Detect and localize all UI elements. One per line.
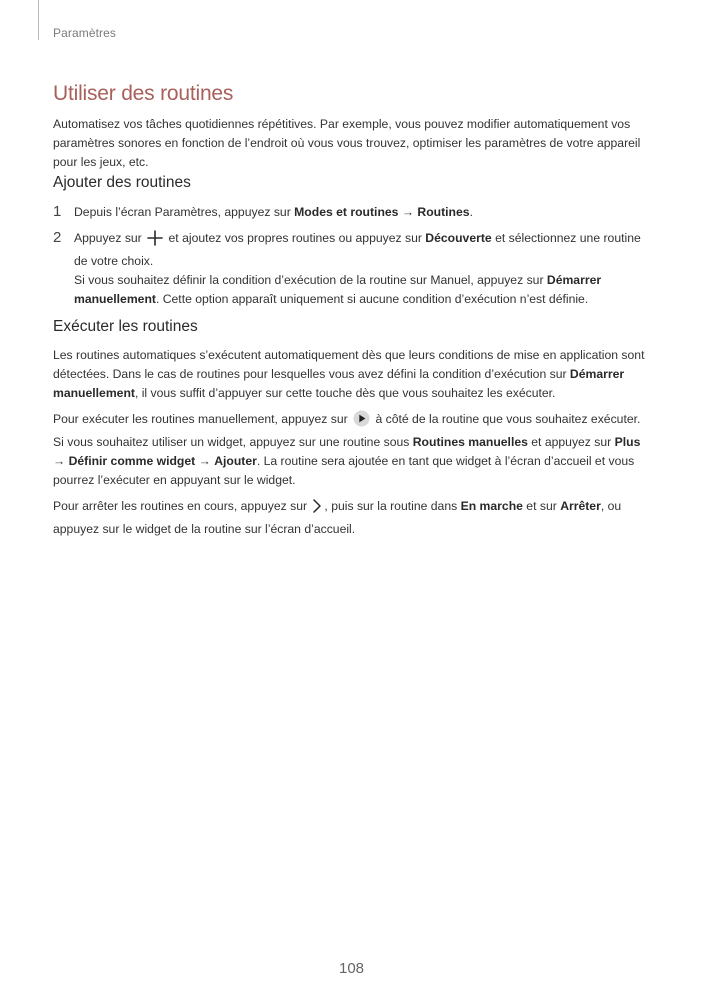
step-2 [53, 229, 649, 309]
ui-term: Démarrer manuellement [53, 367, 625, 400]
step-text: Appuyez sur et ajoutez vos propres routines ou appuyez sur Découverte et sélectionnez une routine de votre choix. [74, 231, 641, 268]
plus-icon [147, 230, 163, 252]
steps-list [53, 203, 649, 309]
step-1 [53, 203, 649, 222]
ui-term: Arrêter [560, 499, 601, 513]
step-text: Depuis l’écran Paramètres, appuyez sur Modes et routines → Routines. [74, 205, 473, 219]
section-title-run: Exécuter les routines [53, 318, 198, 335]
ui-term: Routines manuelles [412, 435, 528, 449]
step-number: 2 [53, 229, 62, 246]
intro-paragraph: Automatisez vos tâches quotidiennes répétitives. Par exemple, vous pouvez modifier automatiquement vos paramètres sonores en fonction de l’endroit où vous vous trouvez, optimiser les paramètres de votre appareil pour les jeux, etc. [53, 117, 641, 169]
run-paragraph-2: Pour exécuter les routines manuellement, appuyez sur à côté de la routine que vous souhaitez exécuter. Si vous souhaitez utiliser un widget, appuyez sur une routine sous Routines manuelles et appuyez sur Plus → Définir comme widget → Ajouter. La routine sera ajoutée en tant que widget à l’écran d’accueil et vous pourrez l’exécuter en appuyant sur le widget. [53, 412, 641, 487]
step-number: 1 [53, 203, 62, 220]
ui-term: Définir comme widget [68, 454, 196, 468]
ui-term: Découverte [425, 231, 492, 245]
ui-term: En marche [460, 499, 523, 513]
running-header: Paramètres [53, 26, 117, 40]
step-text-note: Si vous souhaitez définir la condition d’exécution de la routine sur Manuel, appuyez sur Démarrer manuellement. Cette option apparaît uniquement si aucune condition d’exécution n’est définie. [74, 273, 602, 306]
page-number: 108 [338, 960, 365, 977]
section-title-add: Ajouter des routines [53, 174, 191, 191]
ui-term: Modes et routines [294, 205, 399, 219]
ui-term: Ajouter [214, 454, 257, 468]
chevron-right-icon [312, 498, 322, 520]
play-icon [353, 410, 370, 433]
ui-term: Démarrer manuellement [74, 273, 602, 306]
run-paragraph-1: Les routines automatiques s’exécutent automatiquement dès que leurs conditions de mise en application sont détectées. Dans le cas de routines pour lesquelles vous avez défini la condition d’exécution sur Démarrer manuellement, il vous suffit d’appuyer sur cette touche dès que vous souhaitez les exécuter. [53, 348, 645, 400]
ui-term: Routines [417, 205, 470, 219]
page-title: Utiliser des routines [53, 82, 234, 105]
ui-term: Plus [614, 435, 641, 449]
page-content [53, 80, 649, 539]
run-paragraph-3: Pour arrêter les routines en cours, appuyez sur , puis sur la routine dans En marche et sur Arrêter, ou appuyez sur le widget de la routine sur l’écran d’accueil. [53, 499, 622, 536]
header-divider [38, 0, 39, 40]
